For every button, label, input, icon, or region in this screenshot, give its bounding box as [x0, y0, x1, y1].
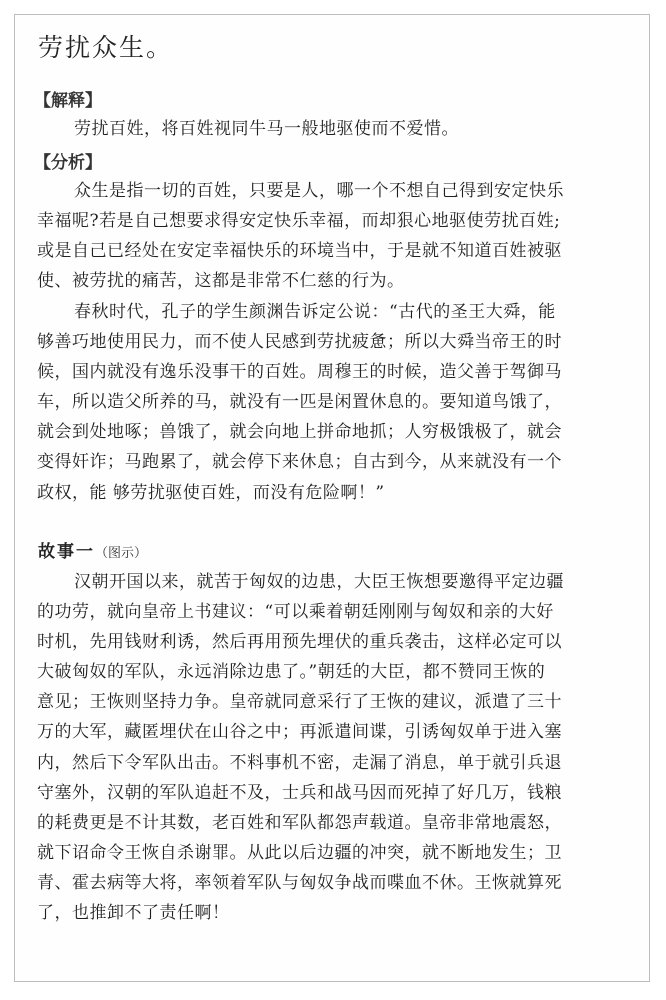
analysis-line: 政权，能 够劳扰驱使百姓，而没有危险啊！”: [37, 482, 385, 503]
analysis-line: 变得奸诈；马跑累了，就会停下来休息；自古到今，从来就没有一个: [37, 452, 562, 473]
story-line: 青、霍去病等大将，率领着军队与匈奴争战而喋血不休。王恢就算死: [37, 872, 562, 893]
story-line: 了，也推卸不了责任啊！: [37, 903, 230, 924]
story-line: 的耗费更是不计其数，老百姓和军队都怨声载道。皇帝非常地震怒，: [37, 812, 562, 833]
story-line: 内，然后下令军队出击。不料事机不密，走漏了消息，单于就引兵退: [37, 752, 562, 773]
story-line: 的功劳，就向皇帝上书建议：“可以乘着朝廷刚刚与匈奴和亲的大好: [37, 602, 554, 623]
analysis-line: 春秋时代，孔子的学生颜渊告诉定公说：“古代的圣王大舜，能: [74, 302, 556, 322]
analysis-heading: 【分析】: [34, 153, 102, 173]
story-line: 汉朝开国以来，就苦于匈奴的边患，大臣王恢想要邀得平定边疆: [74, 572, 564, 592]
story-line: 万的大军，藏匿埋伏在山谷之中；再派遣间谍，引诱匈奴单于进入塞: [37, 722, 562, 743]
story-text: [37, 567, 635, 928]
analysis-line: 使、被劳扰的痛苦，这都是非常不仁慈的行为。: [37, 271, 405, 292]
story-heading: [38, 537, 147, 562]
analysis-line: 候，国内就没有逸乐没事干的百姓。周穆王的时候，造父善于驾御马: [37, 362, 562, 383]
analysis-line: 或是自己已经处在安定幸福快乐的环境当中，于是就不知道百姓被驱: [37, 241, 562, 262]
explain-heading: 【解释】: [34, 91, 102, 111]
page-title: 劳扰众生。: [38, 33, 174, 62]
analysis-line: 就会到处地啄；兽饿了，就会向地上拼命地抓；人穷极饿极了，就会: [37, 422, 562, 443]
analysis-line: 车，所以造父所养的马，就没有一匹是闲置休息的。要知道鸟饿了，: [37, 392, 562, 413]
story-line: 时机，先用钱财利诱，然后再用预先埋伏的重兵袭击，这样必定可以: [37, 632, 562, 653]
story-line: 意见；王恢则坚持力争。皇帝就同意采行了王恢的建议，派遣了三十: [37, 692, 562, 713]
explain-text: [37, 114, 635, 144]
analysis-line: 幸福呢?若是自己想要求得安定快乐幸福，而却狠心地驱使劳扰百姓;: [37, 211, 561, 232]
story-heading-note: （图示）: [95, 546, 148, 561]
explain-line: 劳扰百姓，将百姓视同牛马一般地驱使而不爱惜。: [74, 119, 459, 139]
story-line: 大破匈奴的军队，永远消除边患了。”朝廷的大臣，都不赞同王恢的: [37, 662, 546, 683]
story-heading-label: 故事一: [38, 542, 95, 562]
analysis-line: 众生是指一切的百姓，只要是人，哪一个不想自己得到安定快乐: [74, 181, 564, 201]
analysis-line: 够善巧地使用民力，而不使人民感到劳扰疲惫；所以大舜当帝王的时: [37, 332, 562, 353]
analysis-paragraph-1: [37, 176, 635, 296]
story-line: 就下诏命令王恢自杀谢罪。从此以后边疆的冲突，就不断地发生；卫: [37, 842, 562, 863]
analysis-paragraph-2: [37, 297, 635, 508]
story-line: 守塞外，汉朝的军队追赶不及，士兵和战马因而死掉了好几万，钱粮: [37, 782, 562, 803]
